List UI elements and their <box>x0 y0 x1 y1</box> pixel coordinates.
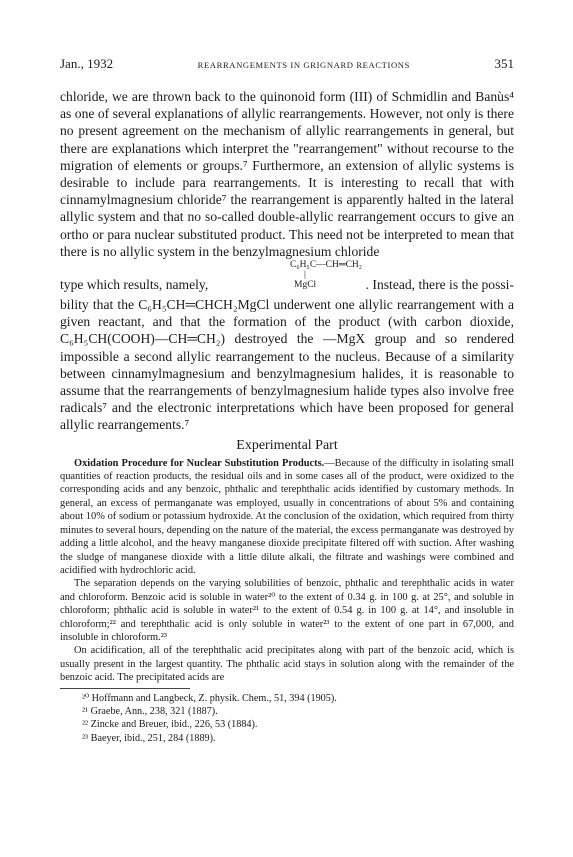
footnotes <box>60 692 514 746</box>
section-title: Experimental Part <box>236 437 338 453</box>
header-title: REARRANGEMENTS IN GRIGNARD REACTIONS <box>197 60 410 70</box>
procedure-text: —Because of the difficulty in isolating small quantities of reaction products, the residual oils and in some cases all of the product, were oxidized to the corresponding acids and any benzoic, phthalic and terephthalic acids identified by customary methods. In general, an excess of permanganate was employed, usually in concentrations of about 5% and containing about 10% of sodium or potassium hydroxide. At the conclusion of the oxidation, which required from thirty minutes to several hours, depending on the nature of the material, the excess permanganate was destroyed by adding a little alcohol, and the heavy manganese dioxide precipitate filtered off with suction. After washing the sludge of manganese dioxide with a little dilute alkali, the filtrate and washings were combined and acidified with hydrochloric acid. <box>60 457 514 576</box>
paragraph-1: chloride, we are thrown back to the quinonoid form (III) of Schmidlin and Banùs⁴ as one of several explanations of allylic rearrangements. However, not only is there no present agreement on the mechanism of allylic rearrangements in general, but there are explanations which interpret the "rearrangement" without recourse to the migration of elements or groups.⁷ Furthermore, an extension of allylic systems is desirable to include para rearrangements. It is interesting to recall that with cinnamylmagnesium chloride⁷ the rearrangement is apparently halted in the lateral allylic system and that no so-called double-allylic rearrangement occurs to give an ortho or para nuclear substituted product. This need not be interpreted to mean that there is no allylic system in the benzylmagnesium chloride <box>60 89 514 259</box>
footnote-divider <box>60 688 190 689</box>
header-date: Jan., 1932 <box>60 56 114 71</box>
formula-bond: | <box>304 270 306 281</box>
journal-page <box>60 56 514 745</box>
experimental-text <box>60 457 514 685</box>
formula-top: C₆H₅C—CH═CH₂ <box>290 260 363 271</box>
footnote: ²¹ Graebe, Ann., 238, 321 (1887). <box>82 705 218 717</box>
main-text <box>60 88 514 434</box>
procedure-heading: Oxidation Procedure for Nuclear Substitution Products. <box>74 457 325 469</box>
experimental-paragraph-2: The separation depends on the varying solubilities of benzoic, phthalic and terephthalic acids in water and chloroform. Benzoic acid is soluble in water²⁰ to the extent of 0.34 g. in 100 g. at 25°, and soluble in chloroform; phthalic acid is soluble in water²¹ to the extent of 0.54 g. in 100 g. at 14°, and insoluble in chloroform;²² and terephthalic acid is only soluble in water²³ to the extent of one part in 67,000, and insoluble in chloroform.²³ <box>60 578 514 643</box>
experimental-paragraph-3: On acidification, all of the terephthalic acid precipitates along with part of the benzoic acid, which is usually present in the largest quantity. The phthalic acid stays in solution along with the remainder of the benzoic acid. The precipitated acids are <box>60 645 514 684</box>
experimental-paragraph-1 <box>60 457 514 578</box>
formula-line <box>60 260 514 296</box>
formula-bottom: MgCl <box>294 280 317 291</box>
footnote: ²³ Baeyer, ibid., 251, 284 (1889). <box>82 732 216 744</box>
formula-tail-text: . Instead, there is the possi- <box>365 277 514 293</box>
paragraph-2: bility that the C₆H₅CH═CHCH₂MgCl underwent one allylic rearrangement with a given reactant, and that the formation of the product (with carbon dioxide, C₆H₅CH(COOH)—CH═CH₂) destroyed the —MgX group and so rendered impossible a second allylic rearrangement to the nucleus. Because of a similarity between cinnamylmagnesium and benzylmagnesium halides, it is reasonable to assume that the rearrangements of benzylmagnesium halide types also involve free radicals⁷ and the electronic interpretations which have been proposed for general allylic rearrangements.⁷ <box>60 297 514 433</box>
running-header <box>60 56 514 78</box>
footnote: ²² Zincke and Breuer, ibid., 226, 53 (1884). <box>82 719 258 731</box>
header-page-number: 351 <box>494 56 514 71</box>
formula-lead-text: type which results, namely, <box>60 277 209 293</box>
footnote: ²⁰ Hoffmann and Langbeck, Z. physik. Chem., 51, 394 (1905). <box>82 692 337 704</box>
